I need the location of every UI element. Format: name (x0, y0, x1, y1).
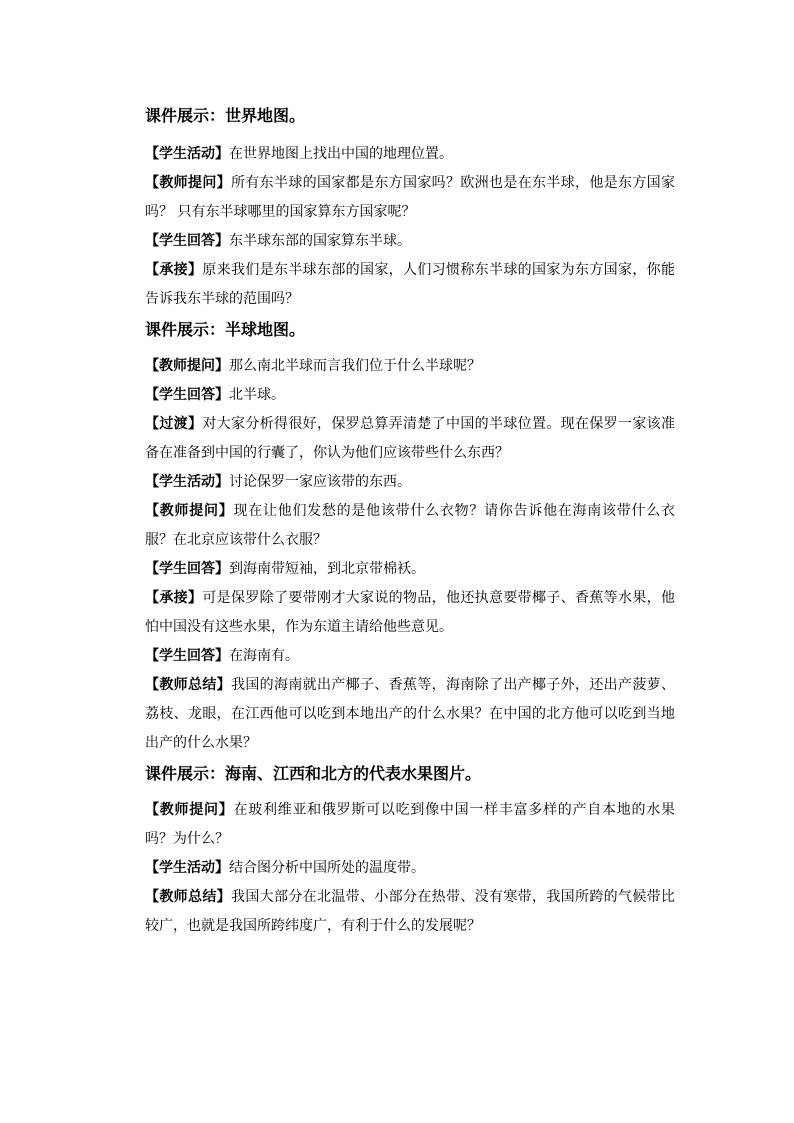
document-page (145, 100, 675, 941)
role-tag: 【学生回答】 (145, 648, 229, 664)
paragraph (145, 468, 675, 497)
paragraph-text: 到海南带短袖，到北京带棉袄。 (229, 561, 425, 577)
role-tag: 【教师提问】 (145, 358, 229, 374)
role-tag: 【学生活动】 (145, 146, 229, 162)
paragraph (145, 796, 675, 854)
role-tag: 【学生活动】 (145, 474, 229, 490)
paragraph-text: 那么南北半球而言我们位于什么半球呢？ (229, 358, 481, 374)
role-tag: 【教师总结】 (145, 889, 231, 905)
paragraph (145, 352, 675, 381)
paragraph (145, 584, 675, 642)
role-tag: 【教师提问】 (145, 503, 234, 519)
paragraph-text: 现在让他们发愁的是他该带什么衣物？请你告诉他在海南该带什么衣服？在北京应该带什么衣服？ (145, 503, 676, 548)
paragraph-text: 结合图分析中国所处的温度带。 (229, 860, 425, 876)
paragraph (145, 642, 675, 671)
role-tag: 【承接】 (145, 590, 203, 606)
role-tag: 【学生回答】 (145, 561, 229, 577)
paragraph-text: 在世界地图上找出中国的地理位置。 (229, 146, 453, 162)
paragraph (145, 883, 675, 941)
paragraph (145, 497, 675, 555)
paragraph (145, 671, 675, 758)
paragraph (145, 169, 675, 227)
paragraph-text: 所有东半球的国家都是东方国家吗？欧洲也是在东半球，他是东方国家吗？ 只有东半球哪里的国家算东方国家呢？ (145, 175, 675, 220)
role-tag: 【过渡】 (145, 416, 203, 432)
role-tag: 【承接】 (145, 262, 203, 278)
role-tag: 【教师提问】 (145, 175, 231, 191)
role-tag: 【教师提问】 (145, 802, 234, 818)
paragraph-text: 我国的海南就出产椰子、香蕉等，海南除了出产椰子外，还出产菠萝、荔枝、龙眼，在江西他可以吃到本地出产的什么水果？在中国的北方他可以吃到当地出产的什么水果？ (145, 677, 675, 751)
section-heading: 课件展示：半球地图。 (145, 320, 306, 339)
paragraph-text: 在海南有。 (229, 648, 299, 664)
paragraph-text: 可是保罗除了要带刚才大家说的物品，他还执意要带椰子、香蕉等水果，他怕中国没有这些水果，作为东道主请给他些意见。 (145, 590, 676, 635)
role-tag: 【学生活动】 (145, 860, 229, 876)
paragraph-text: 东半球东部的国家算东半球。 (229, 233, 411, 249)
paragraph-text: 在玻利维亚和俄罗斯可以吃到像中国一样丰富多样的产自本地的水果吗？为什么？ (145, 802, 676, 847)
role-tag: 【教师总结】 (145, 677, 231, 693)
paragraph (145, 140, 675, 169)
paragraph (145, 381, 675, 410)
paragraph-text: 北半球。 (229, 387, 285, 403)
paragraph (145, 555, 675, 584)
paragraph-text: 讨论保罗一家应该带的东西。 (229, 474, 411, 490)
role-tag: 【学生回答】 (145, 233, 229, 249)
paragraph (145, 410, 675, 468)
paragraph (145, 854, 675, 883)
section-heading: 课件展示：海南、江西和北方的代表水果图片。 (145, 764, 482, 783)
paragraph (145, 227, 675, 256)
paragraph-text: 我国大部分在北温带、小部分在热带、没有寒带，我国所跨的气候带比较广，也就是我国所跨纬度广，有利于什么的发展呢？ (145, 889, 675, 934)
paragraph-text: 对大家分析得很好，保罗总算弄清楚了中国的半球位置。现在保罗一家该准备在准备到中国的行囊了，你认为他们应该带些什么东西？ (145, 416, 676, 461)
role-tag: 【学生回答】 (145, 387, 229, 403)
paragraph-text: 原来我们是东半球东部的国家，人们习惯称东半球的国家为东方国家，你能告诉我东半球的范围吗？ (145, 262, 676, 307)
section-heading: 课件展示：世界地图。 (145, 106, 306, 125)
paragraph (145, 256, 675, 314)
